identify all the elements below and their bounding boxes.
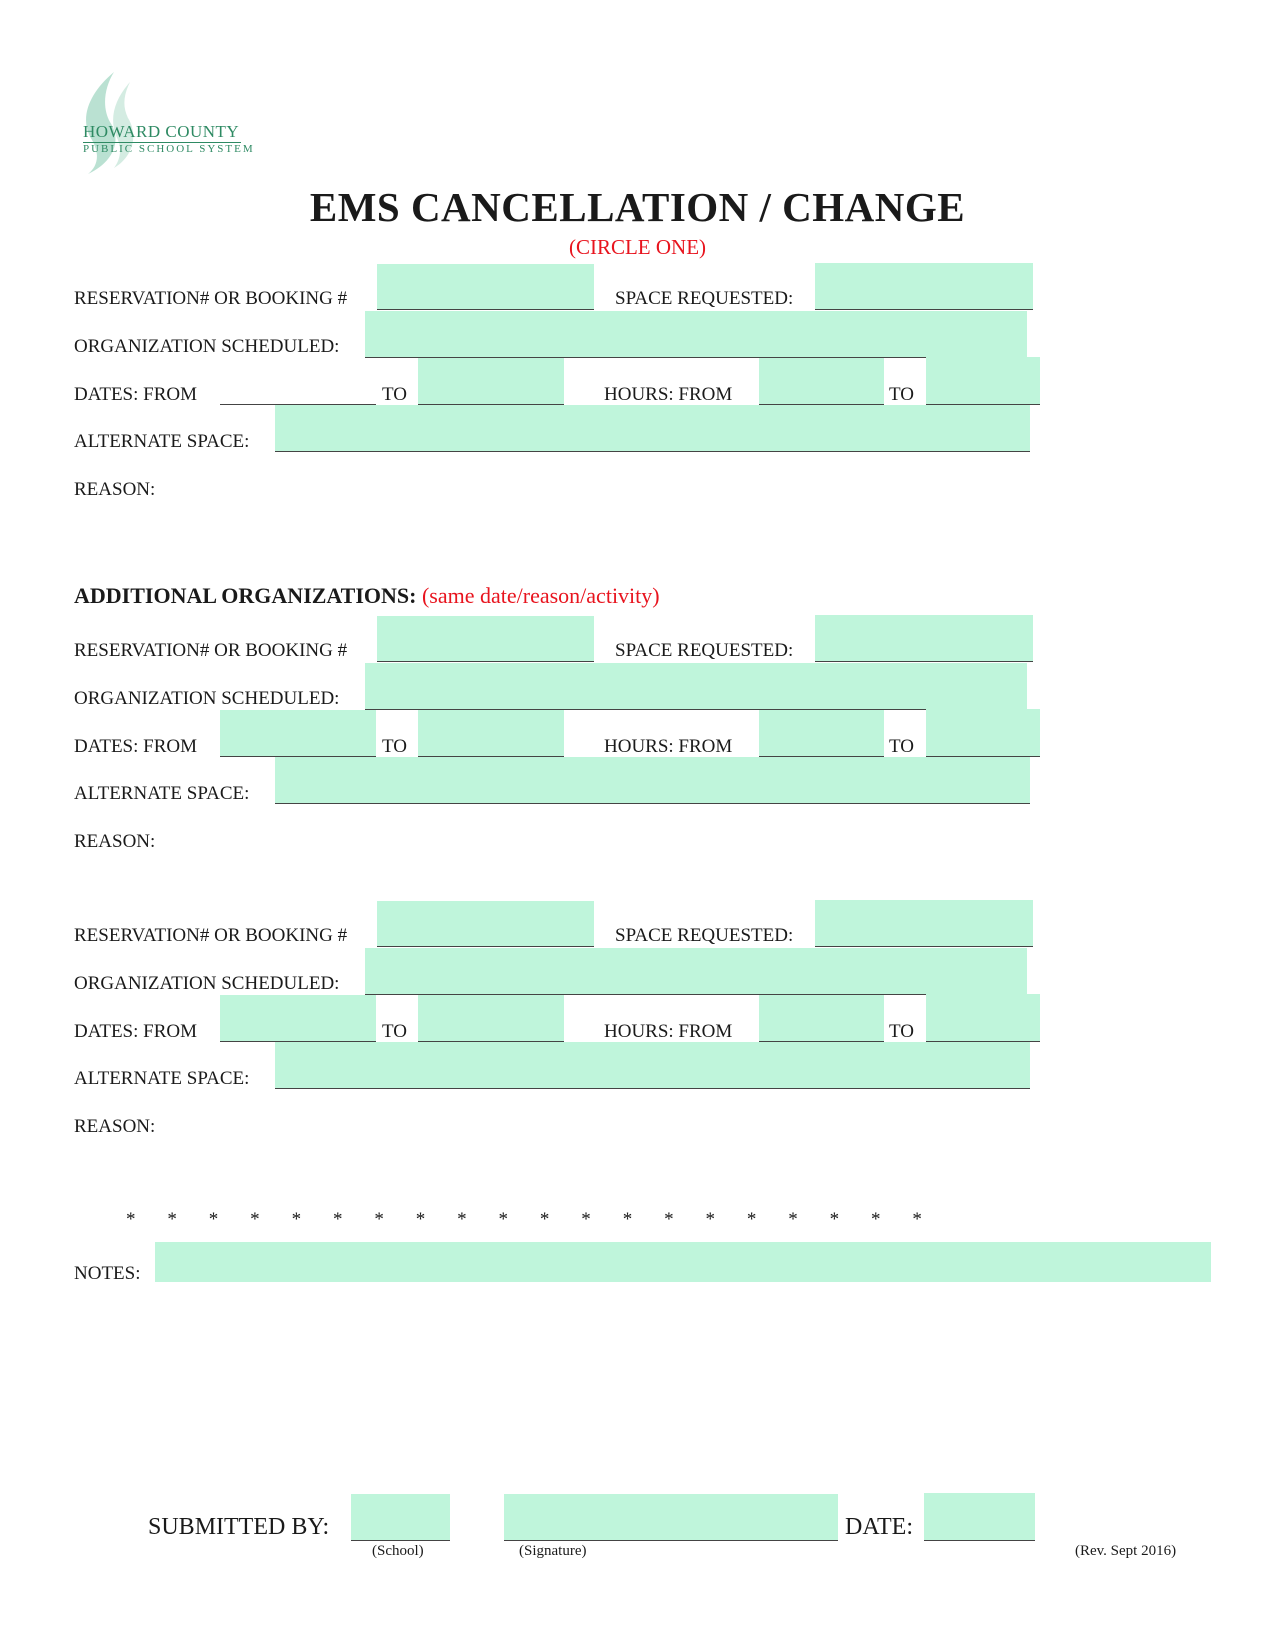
notes-input[interactable] [155,1242,1211,1282]
notes-label: NOTES: [74,1263,141,1284]
hours-from-label: HOURS: FROM [604,1021,733,1042]
dates-to-label: TO [382,1021,407,1042]
date-to-input-2[interactable] [418,710,564,757]
alternate-input-1[interactable] [275,405,1030,452]
hour-to-input-2[interactable] [926,709,1040,757]
reason-label: REASON: [74,831,156,852]
space-label: SPACE REQUESTED: [615,288,794,309]
space-label: SPACE REQUESTED: [615,925,794,946]
reservation-label: RESERVATION# OR BOOKING # [74,640,348,661]
star-separator [126,1209,954,1231]
alternate-input-2[interactable] [275,757,1030,804]
hours-to-label: TO [889,1021,914,1042]
hour-to-input-3[interactable] [926,994,1040,1042]
star: * [788,1209,798,1230]
star: * [332,1209,343,1230]
dates-from-label: DATES: FROM [74,384,197,405]
organization-label: ORGANIZATION SCHEDULED: [74,973,340,994]
dates-to-label: TO [382,384,407,405]
reason-label: REASON: [74,1116,156,1137]
organization-input-2[interactable] [365,663,1027,710]
space-label: SPACE REQUESTED: [615,640,794,661]
star: * [829,1209,840,1230]
hours-from-label: HOURS: FROM [604,384,733,405]
alternate-label: ALTERNATE SPACE: [74,431,250,452]
hours-from-label: HOURS: FROM [604,736,733,757]
school-caption: (School) [372,1543,424,1559]
reason-label: REASON: [74,479,156,500]
logo-line-1: HOWARD COUNTY [83,122,240,141]
logo-line-2: PUBLIC SCHOOL SYSTEM [83,143,255,155]
additional-heading [74,585,660,607]
star: * [291,1209,302,1230]
additional-heading-text: ADDITIONAL ORGANIZATIONS: [74,583,417,608]
hour-to-input-1[interactable] [926,357,1040,405]
reservation-label: RESERVATION# OR BOOKING # [74,288,348,309]
star: * [167,1209,177,1230]
star: * [250,1209,260,1230]
hour-from-input-3[interactable] [759,995,884,1042]
hours-to-label: TO [889,384,914,405]
date-to-input-3[interactable] [418,995,564,1042]
star: * [457,1209,467,1230]
signature-caption: (Signature) [519,1543,587,1559]
star: * [912,1209,922,1230]
star: * [705,1209,715,1230]
alternate-label: ALTERNATE SPACE: [74,1068,250,1089]
star: * [415,1209,426,1230]
date-from-input-3[interactable] [220,995,376,1042]
dates-from-label: DATES: FROM [74,736,197,757]
page-subtitle: (CIRCLE ONE) [568,235,707,259]
alternate-input-3[interactable] [275,1042,1030,1089]
dates-to-label: TO [382,736,407,757]
dates-from-label: DATES: FROM [74,1021,197,1042]
date-input[interactable] [924,1493,1035,1541]
submitted-by-label: SUBMITTED BY: [148,1514,330,1540]
organization-input-1[interactable] [365,311,1027,358]
organization-label: ORGANIZATION SCHEDULED: [74,688,340,709]
date-from-input-1[interactable] [220,386,376,405]
hour-from-input-2[interactable] [759,710,884,757]
revision-note: (Rev. Sept 2016) [1075,1543,1177,1559]
school-input[interactable] [351,1494,450,1541]
date-from-input-2[interactable] [220,710,376,757]
reservation-input-3[interactable] [377,901,594,947]
space-input-3[interactable] [815,900,1033,947]
reservation-label: RESERVATION# OR BOOKING # [74,925,348,946]
star: * [622,1209,633,1230]
star: * [539,1209,550,1230]
star: * [374,1209,384,1230]
alternate-label: ALTERNATE SPACE: [74,783,250,804]
star: * [581,1209,591,1230]
star: * [208,1209,219,1230]
space-input-1[interactable] [815,263,1033,310]
star: * [871,1209,881,1230]
date-label: DATE: [845,1514,913,1540]
star: * [664,1209,674,1230]
star: * [126,1209,136,1230]
organization-label: ORGANIZATION SCHEDULED: [74,336,340,357]
page-title: EMS CANCELLATION / CHANGE [309,184,966,230]
hour-from-input-1[interactable] [759,358,884,405]
space-input-2[interactable] [815,615,1033,662]
date-to-input-1[interactable] [418,358,564,405]
signature-input[interactable] [504,1494,838,1541]
additional-note: (same date/reason/activity) [421,583,660,608]
star: * [498,1209,509,1230]
reservation-input-1[interactable] [377,264,594,310]
star: * [746,1209,757,1230]
reservation-input-2[interactable] [377,616,594,662]
organization-input-3[interactable] [365,948,1027,995]
hours-to-label: TO [889,736,914,757]
